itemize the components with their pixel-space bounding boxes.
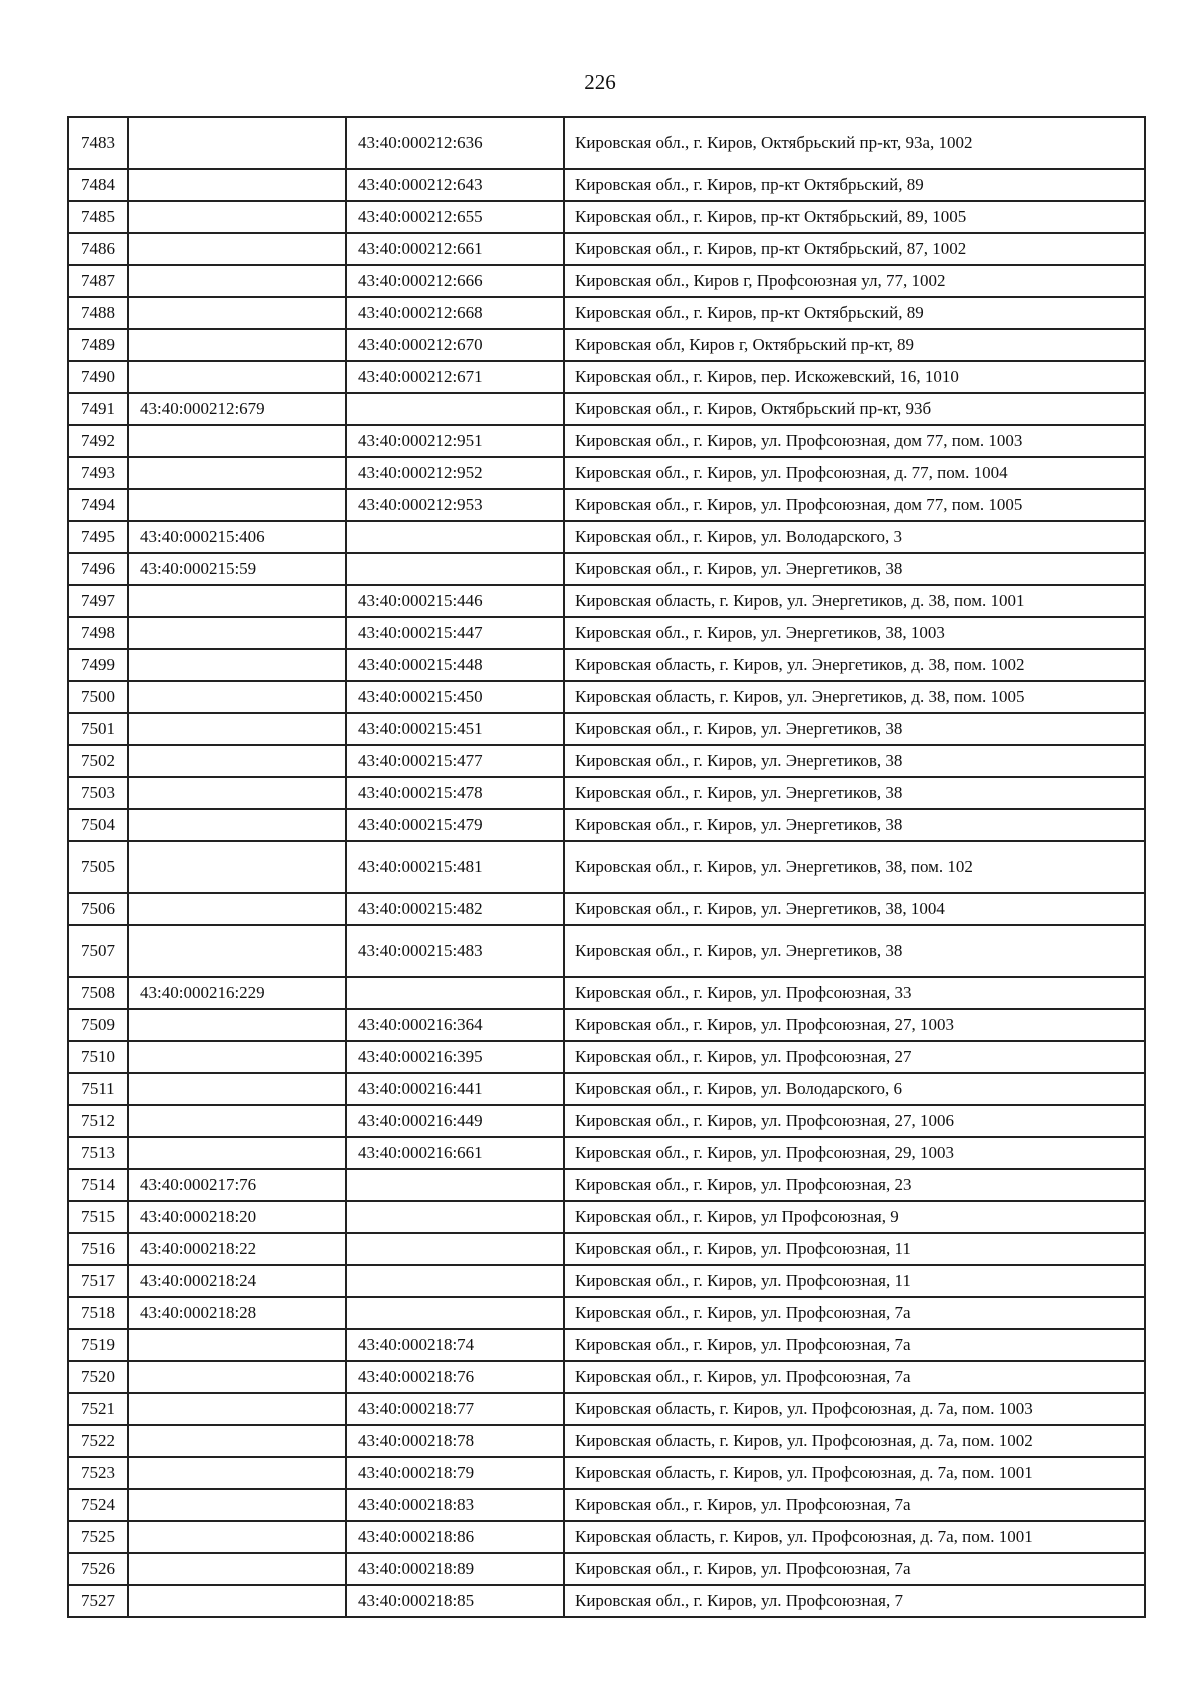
row-number-cell: 7494	[68, 489, 128, 521]
address-cell: Кировская обл., г. Киров, Октябрьский пр-кт, 93а, 1002	[564, 117, 1145, 169]
address-cell: Кировская область, г. Киров, ул. Энергетиков, д. 38, пом. 1001	[564, 585, 1145, 617]
page-number: 226	[584, 70, 616, 94]
object-cadastral-number-cell	[346, 553, 564, 585]
row-number-cell: 7527	[68, 1585, 128, 1617]
object-cadastral-number-cell: 43:40:000212:952	[346, 457, 564, 489]
land-cadastral-number-cell	[128, 1073, 346, 1105]
address-cell: Кировская обл., г. Киров, пр-кт Октябрьский, 87, 1002	[564, 233, 1145, 265]
row-number-cell: 7504	[68, 809, 128, 841]
table-row	[68, 361, 1145, 393]
address-cell: Кировская обл., г. Киров, ул. Профсоюзная, 27	[564, 1041, 1145, 1073]
table-row	[68, 1457, 1145, 1489]
land-cadastral-number-cell	[128, 1553, 346, 1585]
row-number-cell: 7520	[68, 1361, 128, 1393]
address-cell: Кировская обл., г. Киров, ул. Энергетиков, 38	[564, 809, 1145, 841]
object-cadastral-number-cell: 43:40:000218:74	[346, 1329, 564, 1361]
address-cell: Кировская обл., г. Киров, ул. Профсоюзная, 7а	[564, 1489, 1145, 1521]
land-cadastral-number-cell	[128, 425, 346, 457]
address-cell: Кировская обл., г. Киров, ул. Энергетиков, 38	[564, 925, 1145, 977]
land-cadastral-number-cell	[128, 745, 346, 777]
object-cadastral-number-cell: 43:40:000212:670	[346, 329, 564, 361]
address-cell: Кировская область, г. Киров, ул. Профсоюзная, д. 7а, пом. 1001	[564, 1521, 1145, 1553]
land-cadastral-number-cell	[128, 1425, 346, 1457]
object-cadastral-number-cell: 43:40:000215:481	[346, 841, 564, 893]
table-row	[68, 1009, 1145, 1041]
object-cadastral-number-cell: 43:40:000212:643	[346, 169, 564, 201]
table-row	[68, 681, 1145, 713]
object-cadastral-number-cell	[346, 393, 564, 425]
object-cadastral-number-cell: 43:40:000215:450	[346, 681, 564, 713]
row-number-cell: 7507	[68, 925, 128, 977]
row-number-cell: 7509	[68, 1009, 128, 1041]
table-row	[68, 1393, 1145, 1425]
land-cadastral-number-cell	[128, 1361, 346, 1393]
land-cadastral-number-cell	[128, 1585, 346, 1617]
address-cell: Кировская обл., г. Киров, ул. Володарского, 3	[564, 521, 1145, 553]
address-cell: Кировская обл., г. Киров, ул. Профсоюзная, 7а	[564, 1297, 1145, 1329]
row-number-cell: 7492	[68, 425, 128, 457]
table-row	[68, 201, 1145, 233]
object-cadastral-number-cell: 43:40:000215:447	[346, 617, 564, 649]
address-cell: Кировская обл., г. Киров, ул. Профсоюзная, 11	[564, 1265, 1145, 1297]
table-row	[68, 169, 1145, 201]
address-cell: Кировская обл., г. Киров, ул. Профсоюзная, 7	[564, 1585, 1145, 1617]
object-cadastral-number-cell: 43:40:000218:78	[346, 1425, 564, 1457]
land-cadastral-number-cell	[128, 297, 346, 329]
land-cadastral-number-cell	[128, 361, 346, 393]
object-cadastral-number-cell: 43:40:000212:666	[346, 265, 564, 297]
object-cadastral-number-cell: 43:40:000212:655	[346, 201, 564, 233]
address-cell: Кировская обл., г. Киров, ул Профсоюзная, 9	[564, 1201, 1145, 1233]
address-cell: Кировская обл., г. Киров, ул. Профсоюзная, дом 77, пом. 1003	[564, 425, 1145, 457]
land-cadastral-number-cell	[128, 681, 346, 713]
address-cell: Кировская обл., Киров г, Профсоюзная ул, 77, 1002	[564, 265, 1145, 297]
row-number-cell: 7495	[68, 521, 128, 553]
table-row	[68, 745, 1145, 777]
registry-table	[67, 116, 1146, 1618]
land-cadastral-number-cell: 43:40:000217:76	[128, 1169, 346, 1201]
object-cadastral-number-cell	[346, 977, 564, 1009]
land-cadastral-number-cell: 43:40:000218:28	[128, 1297, 346, 1329]
table-row	[68, 617, 1145, 649]
object-cadastral-number-cell: 43:40:000216:441	[346, 1073, 564, 1105]
row-number-cell: 7515	[68, 1201, 128, 1233]
land-cadastral-number-cell	[128, 1521, 346, 1553]
land-cadastral-number-cell	[128, 1489, 346, 1521]
object-cadastral-number-cell	[346, 1265, 564, 1297]
row-number-cell: 7485	[68, 201, 128, 233]
row-number-cell: 7483	[68, 117, 128, 169]
row-number-cell: 7522	[68, 1425, 128, 1457]
object-cadastral-number-cell: 43:40:000215:483	[346, 925, 564, 977]
table-row	[68, 809, 1145, 841]
table-row	[68, 585, 1145, 617]
row-number-cell: 7491	[68, 393, 128, 425]
table-row	[68, 457, 1145, 489]
object-cadastral-number-cell: 43:40:000215:482	[346, 893, 564, 925]
object-cadastral-number-cell: 43:40:000212:671	[346, 361, 564, 393]
address-cell: Кировская обл., г. Киров, пр-кт Октябрьский, 89	[564, 297, 1145, 329]
row-number-cell: 7500	[68, 681, 128, 713]
land-cadastral-number-cell	[128, 1137, 346, 1169]
land-cadastral-number-cell	[128, 233, 346, 265]
table-row	[68, 1265, 1145, 1297]
land-cadastral-number-cell	[128, 117, 346, 169]
row-number-cell: 7490	[68, 361, 128, 393]
table-row	[68, 1361, 1145, 1393]
object-cadastral-number-cell: 43:40:000218:86	[346, 1521, 564, 1553]
table-row	[68, 265, 1145, 297]
address-cell: Кировская обл., г. Киров, Октябрьский пр-кт, 93б	[564, 393, 1145, 425]
table-row	[68, 1297, 1145, 1329]
table-row	[68, 977, 1145, 1009]
row-number-cell: 7519	[68, 1329, 128, 1361]
row-number-cell: 7496	[68, 553, 128, 585]
land-cadastral-number-cell	[128, 649, 346, 681]
land-cadastral-number-cell	[128, 265, 346, 297]
table-row	[68, 1553, 1145, 1585]
address-cell: Кировская область, г. Киров, ул. Профсоюзная, д. 7а, пом. 1002	[564, 1425, 1145, 1457]
table-row	[68, 1521, 1145, 1553]
object-cadastral-number-cell: 43:40:000215:448	[346, 649, 564, 681]
table-row	[68, 329, 1145, 361]
address-cell: Кировская обл., г. Киров, ул. Профсоюзная, 7а	[564, 1553, 1145, 1585]
row-number-cell: 7526	[68, 1553, 128, 1585]
address-cell: Кировская обл., г. Киров, ул. Профсоюзная, дом 77, пом. 1005	[564, 489, 1145, 521]
object-cadastral-number-cell: 43:40:000215:478	[346, 777, 564, 809]
object-cadastral-number-cell: 43:40:000212:636	[346, 117, 564, 169]
address-cell: Кировская обл., г. Киров, ул. Энергетиков, 38, пом. 102	[564, 841, 1145, 893]
object-cadastral-number-cell: 43:40:000218:76	[346, 1361, 564, 1393]
object-cadastral-number-cell: 43:40:000212:953	[346, 489, 564, 521]
row-number-cell: 7501	[68, 713, 128, 745]
object-cadastral-number-cell	[346, 1169, 564, 1201]
address-cell: Кировская обл., г. Киров, ул. Профсоюзная, 29, 1003	[564, 1137, 1145, 1169]
table-row	[68, 1073, 1145, 1105]
address-cell: Кировская обл, Киров г, Октябрьский пр-кт, 89	[564, 329, 1145, 361]
address-cell: Кировская обл., г. Киров, ул. Профсоюзная, 11	[564, 1233, 1145, 1265]
land-cadastral-number-cell	[128, 777, 346, 809]
object-cadastral-number-cell: 43:40:000212:668	[346, 297, 564, 329]
land-cadastral-number-cell	[128, 585, 346, 617]
table-row	[68, 1425, 1145, 1457]
table-row	[68, 1489, 1145, 1521]
row-number-cell: 7516	[68, 1233, 128, 1265]
row-number-cell: 7487	[68, 265, 128, 297]
address-cell: Кировская обл., г. Киров, ул. Профсоюзная, 27, 1006	[564, 1105, 1145, 1137]
land-cadastral-number-cell	[128, 841, 346, 893]
address-cell: Кировская обл., г. Киров, ул. Энергетиков, 38	[564, 713, 1145, 745]
address-cell: Кировская обл., г. Киров, ул. Профсоюзная, д. 77, пом. 1004	[564, 457, 1145, 489]
object-cadastral-number-cell: 43:40:000216:364	[346, 1009, 564, 1041]
table-row	[68, 777, 1145, 809]
land-cadastral-number-cell: 43:40:000218:22	[128, 1233, 346, 1265]
object-cadastral-number-cell: 43:40:000216:395	[346, 1041, 564, 1073]
land-cadastral-number-cell	[128, 1393, 346, 1425]
row-number-cell: 7512	[68, 1105, 128, 1137]
table-row	[68, 117, 1145, 169]
object-cadastral-number-cell: 43:40:000215:477	[346, 745, 564, 777]
land-cadastral-number-cell: 43:40:000216:229	[128, 977, 346, 1009]
address-cell: Кировская обл., г. Киров, ул. Энергетиков, 38	[564, 745, 1145, 777]
address-cell: Кировская область, г. Киров, ул. Энергетиков, д. 38, пом. 1002	[564, 649, 1145, 681]
table-row	[68, 713, 1145, 745]
table-row	[68, 841, 1145, 893]
object-cadastral-number-cell: 43:40:000215:451	[346, 713, 564, 745]
table-row	[68, 893, 1145, 925]
row-number-cell: 7523	[68, 1457, 128, 1489]
land-cadastral-number-cell	[128, 925, 346, 977]
object-cadastral-number-cell: 43:40:000218:79	[346, 1457, 564, 1489]
land-cadastral-number-cell	[128, 893, 346, 925]
land-cadastral-number-cell	[128, 329, 346, 361]
row-number-cell: 7518	[68, 1297, 128, 1329]
address-cell: Кировская обл., г. Киров, пер. Искожевский, 16, 1010	[564, 361, 1145, 393]
table-row	[68, 1201, 1145, 1233]
address-cell: Кировская обл., г. Киров, пр-кт Октябрьский, 89	[564, 169, 1145, 201]
address-cell: Кировская обл., г. Киров, ул. Энергетиков, 38, 1004	[564, 893, 1145, 925]
address-cell: Кировская область, г. Киров, ул. Профсоюзная, д. 7а, пом. 1001	[564, 1457, 1145, 1489]
object-cadastral-number-cell: 43:40:000215:479	[346, 809, 564, 841]
table-row	[68, 1137, 1145, 1169]
object-cadastral-number-cell: 43:40:000216:661	[346, 1137, 564, 1169]
land-cadastral-number-cell	[128, 201, 346, 233]
address-cell: Кировская обл., г. Киров, ул. Профсоюзная, 7а	[564, 1329, 1145, 1361]
row-number-cell: 7510	[68, 1041, 128, 1073]
address-cell: Кировская область, г. Киров, ул. Профсоюзная, д. 7а, пом. 1003	[564, 1393, 1145, 1425]
object-cadastral-number-cell: 43:40:000218:89	[346, 1553, 564, 1585]
row-number-cell: 7508	[68, 977, 128, 1009]
address-cell: Кировская обл., г. Киров, ул. Энергетиков, 38	[564, 553, 1145, 585]
table-row	[68, 925, 1145, 977]
registry-table-body	[68, 117, 1145, 1617]
land-cadastral-number-cell	[128, 1457, 346, 1489]
row-number-cell: 7514	[68, 1169, 128, 1201]
object-cadastral-number-cell	[346, 1233, 564, 1265]
table-row	[68, 489, 1145, 521]
row-number-cell: 7499	[68, 649, 128, 681]
row-number-cell: 7517	[68, 1265, 128, 1297]
row-number-cell: 7489	[68, 329, 128, 361]
object-cadastral-number-cell: 43:40:000216:449	[346, 1105, 564, 1137]
land-cadastral-number-cell	[128, 457, 346, 489]
table-row	[68, 1329, 1145, 1361]
table-row	[68, 1041, 1145, 1073]
land-cadastral-number-cell: 43:40:000218:20	[128, 1201, 346, 1233]
row-number-cell: 7498	[68, 617, 128, 649]
land-cadastral-number-cell: 43:40:000215:59	[128, 553, 346, 585]
object-cadastral-number-cell: 43:40:000212:661	[346, 233, 564, 265]
object-cadastral-number-cell: 43:40:000215:446	[346, 585, 564, 617]
row-number-cell: 7493	[68, 457, 128, 489]
land-cadastral-number-cell: 43:40:000212:679	[128, 393, 346, 425]
address-cell: Кировская обл., г. Киров, ул. Профсоюзная, 23	[564, 1169, 1145, 1201]
address-cell: Кировская обл., г. Киров, ул. Профсоюзная, 27, 1003	[564, 1009, 1145, 1041]
object-cadastral-number-cell	[346, 521, 564, 553]
object-cadastral-number-cell: 43:40:000218:83	[346, 1489, 564, 1521]
table-row	[68, 1585, 1145, 1617]
table-row	[68, 393, 1145, 425]
land-cadastral-number-cell	[128, 713, 346, 745]
row-number-cell: 7513	[68, 1137, 128, 1169]
table-row	[68, 521, 1145, 553]
row-number-cell: 7506	[68, 893, 128, 925]
table-row	[68, 233, 1145, 265]
land-cadastral-number-cell	[128, 617, 346, 649]
table-row	[68, 553, 1145, 585]
land-cadastral-number-cell	[128, 169, 346, 201]
land-cadastral-number-cell	[128, 1105, 346, 1137]
row-number-cell: 7525	[68, 1521, 128, 1553]
row-number-cell: 7502	[68, 745, 128, 777]
address-cell: Кировская область, г. Киров, ул. Энергетиков, д. 38, пом. 1005	[564, 681, 1145, 713]
land-cadastral-number-cell	[128, 489, 346, 521]
row-number-cell: 7505	[68, 841, 128, 893]
table-row	[68, 297, 1145, 329]
land-cadastral-number-cell	[128, 1009, 346, 1041]
object-cadastral-number-cell: 43:40:000212:951	[346, 425, 564, 457]
table-row	[68, 1105, 1145, 1137]
row-number-cell: 7511	[68, 1073, 128, 1105]
row-number-cell: 7486	[68, 233, 128, 265]
address-cell: Кировская обл., г. Киров, ул. Энергетиков, 38	[564, 777, 1145, 809]
address-cell: Кировская обл., г. Киров, ул. Энергетиков, 38, 1003	[564, 617, 1145, 649]
row-number-cell: 7521	[68, 1393, 128, 1425]
land-cadastral-number-cell: 43:40:000218:24	[128, 1265, 346, 1297]
row-number-cell: 7488	[68, 297, 128, 329]
land-cadastral-number-cell: 43:40:000215:406	[128, 521, 346, 553]
table-row	[68, 425, 1145, 457]
row-number-cell: 7503	[68, 777, 128, 809]
object-cadastral-number-cell	[346, 1297, 564, 1329]
row-number-cell: 7524	[68, 1489, 128, 1521]
land-cadastral-number-cell	[128, 1041, 346, 1073]
land-cadastral-number-cell	[128, 1329, 346, 1361]
table-row	[68, 649, 1145, 681]
land-cadastral-number-cell	[128, 809, 346, 841]
object-cadastral-number-cell: 43:40:000218:77	[346, 1393, 564, 1425]
table-row	[68, 1169, 1145, 1201]
address-cell: Кировская обл., г. Киров, ул. Володарского, 6	[564, 1073, 1145, 1105]
address-cell: Кировская обл., г. Киров, ул. Профсоюзная, 33	[564, 977, 1145, 1009]
table-row	[68, 1233, 1145, 1265]
address-cell: Кировская обл., г. Киров, пр-кт Октябрьский, 89, 1005	[564, 201, 1145, 233]
row-number-cell: 7484	[68, 169, 128, 201]
address-cell: Кировская обл., г. Киров, ул. Профсоюзная, 7а	[564, 1361, 1145, 1393]
object-cadastral-number-cell	[346, 1201, 564, 1233]
object-cadastral-number-cell: 43:40:000218:85	[346, 1585, 564, 1617]
row-number-cell: 7497	[68, 585, 128, 617]
